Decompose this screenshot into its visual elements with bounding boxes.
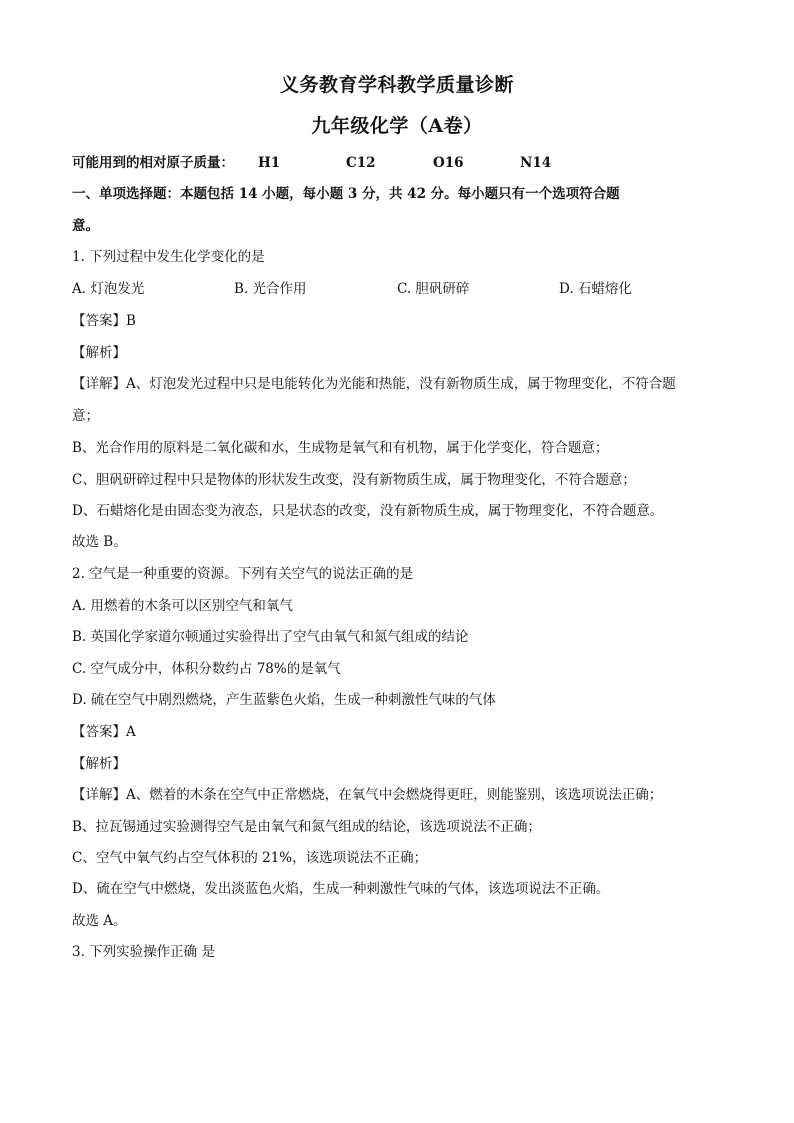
atomic-masses-label: 可能用到的相对原子质量：: [72, 155, 234, 171]
question-1-stem: 1. 下列过程中发生化学变化的是: [72, 249, 265, 265]
question-1-detail-line: B、光合作用的原料是二氧化碳和水，生成物是氧气和有机物，属于化学变化，符合题意；: [72, 440, 609, 456]
atomic-mass-c: C12: [346, 155, 376, 171]
question-2-detail-line: B、拉瓦锡通过实验测得空气是由氧气和氮气组成的结论，该选项说法不正确；: [72, 819, 541, 835]
document-title: 义务教育学科教学质量诊断: [279, 74, 514, 96]
atomic-mass-h: H1: [258, 155, 281, 171]
question-3-stem: 3. 下列实验操作正确 是: [72, 944, 215, 960]
question-1-option-a: A. 灯泡发光: [72, 281, 145, 297]
question-1-answer: 【答案】B: [72, 313, 136, 329]
question-2-answer: 【答案】A: [72, 724, 136, 740]
atomic-masses: [72, 151, 551, 171]
question-1-conclusion: 故选 B。: [72, 534, 127, 550]
question-1-detail-line: 意；: [72, 408, 99, 424]
question-1-detail-line: D、石蜡熔化是由固态变为液态，只是状态的改变，没有新物质生成，属于物理变化，不符合题意。: [72, 503, 664, 519]
question-1-option-c: C. 胆矾研碎: [397, 281, 470, 297]
question-2-option-a: A. 用燃着的木条可以区别空气和氧气: [72, 598, 293, 614]
question-2-conclusion: 故选 A。: [72, 913, 127, 929]
section-heading-line-2: 意。: [72, 218, 99, 234]
question-2-detail-line: D、硫在空气中燃烧，发出淡蓝色火焰，生成一种刺激性气味的气体，该选项说法不正确。: [72, 881, 610, 897]
atomic-mass-n: N14: [520, 155, 552, 171]
question-1-options: [72, 277, 722, 297]
atomic-mass-o: O16: [433, 155, 464, 171]
document-subtitle: 九年级化学（A卷）: [311, 115, 483, 137]
question-2-stem: 2. 空气是一种重要的资源。下列有关空气的说法正确的是: [72, 566, 414, 582]
question-2-option-d: D. 硫在空气中剧烈燃烧，产生蓝紫色火焰，生成一种刺激性气味的气体: [72, 692, 496, 708]
question-1-analysis-label: 【解析】: [72, 345, 126, 361]
question-1-option-d: D. 石蜡熔化: [559, 281, 632, 297]
question-2-analysis-label: 【解析】: [72, 756, 126, 772]
question-2-option-c: C. 空气成分中，体积分数约占 78%的是氧气: [72, 661, 341, 677]
question-1-detail-line: 【详解】A、灯泡发光过程中只是电能转化为光能和热能，没有新物质生成，属于物理变化，不符合题: [72, 376, 676, 392]
section-heading-line-1: 一、单项选择题：本题包括 14 小题，每小题 3 分，共 42 分。每小题只有一个选项符合题: [72, 186, 620, 202]
question-1-option-b: B. 光合作用: [234, 281, 307, 297]
question-2-detail-line: 【详解】A、燃着的木条在空气中正常燃烧，在氧气中会燃烧得更旺，则能鉴别，该选项说法正确；: [72, 787, 663, 803]
question-2-detail-line: C、空气中氧气约占空气体积的 21%，该选项说法不正确；: [72, 850, 428, 866]
question-2-option-b: B. 英国化学家道尔顿通过实验得出了空气由氧气和氮气组成的结论: [72, 629, 469, 645]
question-1-detail-line: C、胆矾研碎过程中只是物体的形状发生改变，没有新物质生成，属于物理变化，不符合题意；: [72, 472, 636, 488]
